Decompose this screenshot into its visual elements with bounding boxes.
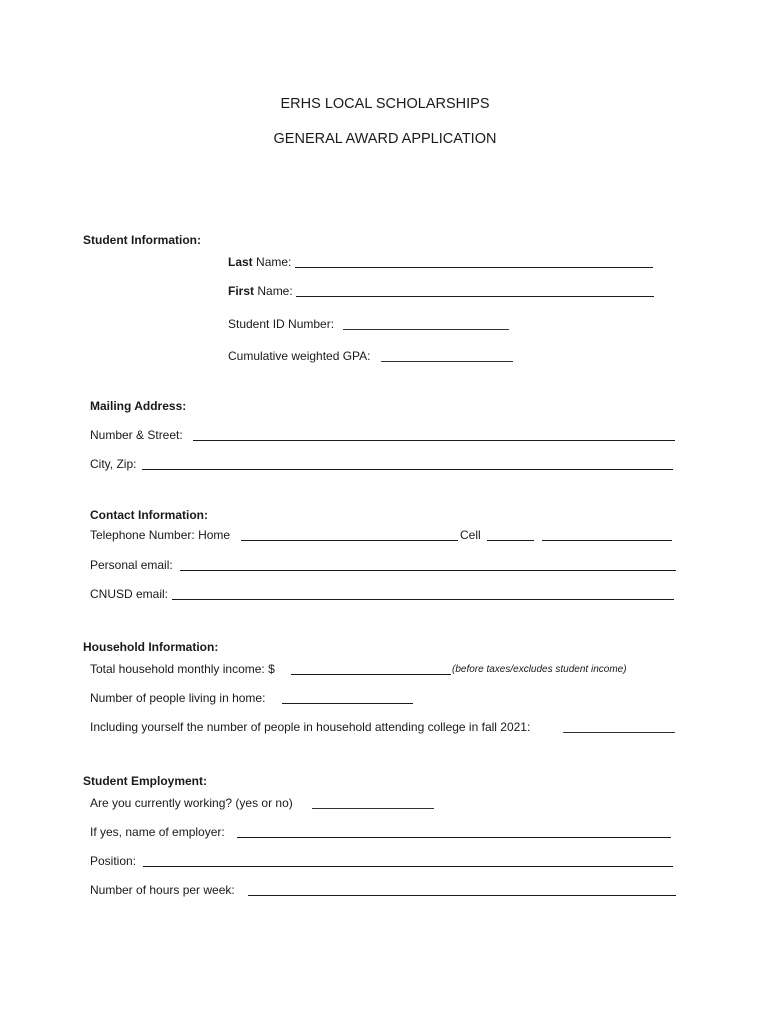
phone-home-label: Telephone Number: Home (90, 528, 231, 542)
student-info-heading: Student Information: (83, 233, 201, 247)
first-name-field[interactable] (296, 296, 654, 297)
position-field[interactable] (143, 866, 673, 867)
last-name-field[interactable] (295, 267, 653, 268)
street-field[interactable] (193, 440, 675, 441)
student-id-field[interactable] (343, 329, 509, 330)
working-field[interactable] (312, 808, 434, 809)
employer-label: If yes, name of employer: (90, 825, 225, 839)
cnusd-email-label: CNUSD email: (90, 587, 169, 601)
people-in-home-field[interactable] (282, 703, 413, 704)
college-count-label: Including yourself the number of people in household attending college in fall 2021: (90, 720, 531, 734)
first-name-label: First Name: (228, 284, 293, 298)
personal-email-field[interactable] (180, 570, 676, 571)
student-id-label: Student ID Number: (228, 317, 335, 331)
income-note: (before taxes/excludes student income) (452, 664, 627, 675)
college-count-field[interactable] (563, 732, 675, 733)
employer-field[interactable] (237, 837, 671, 838)
street-label: Number & Street: (90, 428, 183, 442)
personal-email-label: Personal email: (90, 558, 173, 572)
employment-heading: Student Employment: (83, 774, 208, 788)
cell-field-part1[interactable] (487, 540, 534, 541)
household-info-heading: Household Information: (83, 640, 219, 654)
form-title: ERHS LOCAL SCHOLARSHIPS (280, 96, 490, 112)
income-field[interactable] (291, 674, 451, 675)
working-label: Are you currently working? (yes or no) (90, 796, 293, 810)
position-label: Position: (90, 854, 137, 868)
contact-info-heading: Contact Information: (90, 508, 208, 522)
gpa-field[interactable] (381, 361, 513, 362)
form-subtitle: GENERAL AWARD APPLICATION (273, 131, 497, 147)
hours-field[interactable] (248, 895, 676, 896)
cell-label: Cell (460, 528, 481, 542)
mailing-address-heading: Mailing Address: (90, 399, 187, 413)
people-in-home-label: Number of people living in home: (90, 691, 266, 705)
cnusd-email-field[interactable] (172, 599, 674, 600)
city-zip-field[interactable] (142, 469, 673, 470)
cell-field-part2[interactable] (542, 540, 672, 541)
city-zip-label: City, Zip: (90, 457, 137, 471)
phone-home-field[interactable] (241, 540, 458, 541)
gpa-label: Cumulative weighted GPA: (228, 349, 371, 363)
last-name-label: Last Name: (228, 255, 292, 269)
hours-label: Number of hours per week: (90, 883, 235, 897)
income-label: Total household monthly income: $ (90, 662, 275, 676)
